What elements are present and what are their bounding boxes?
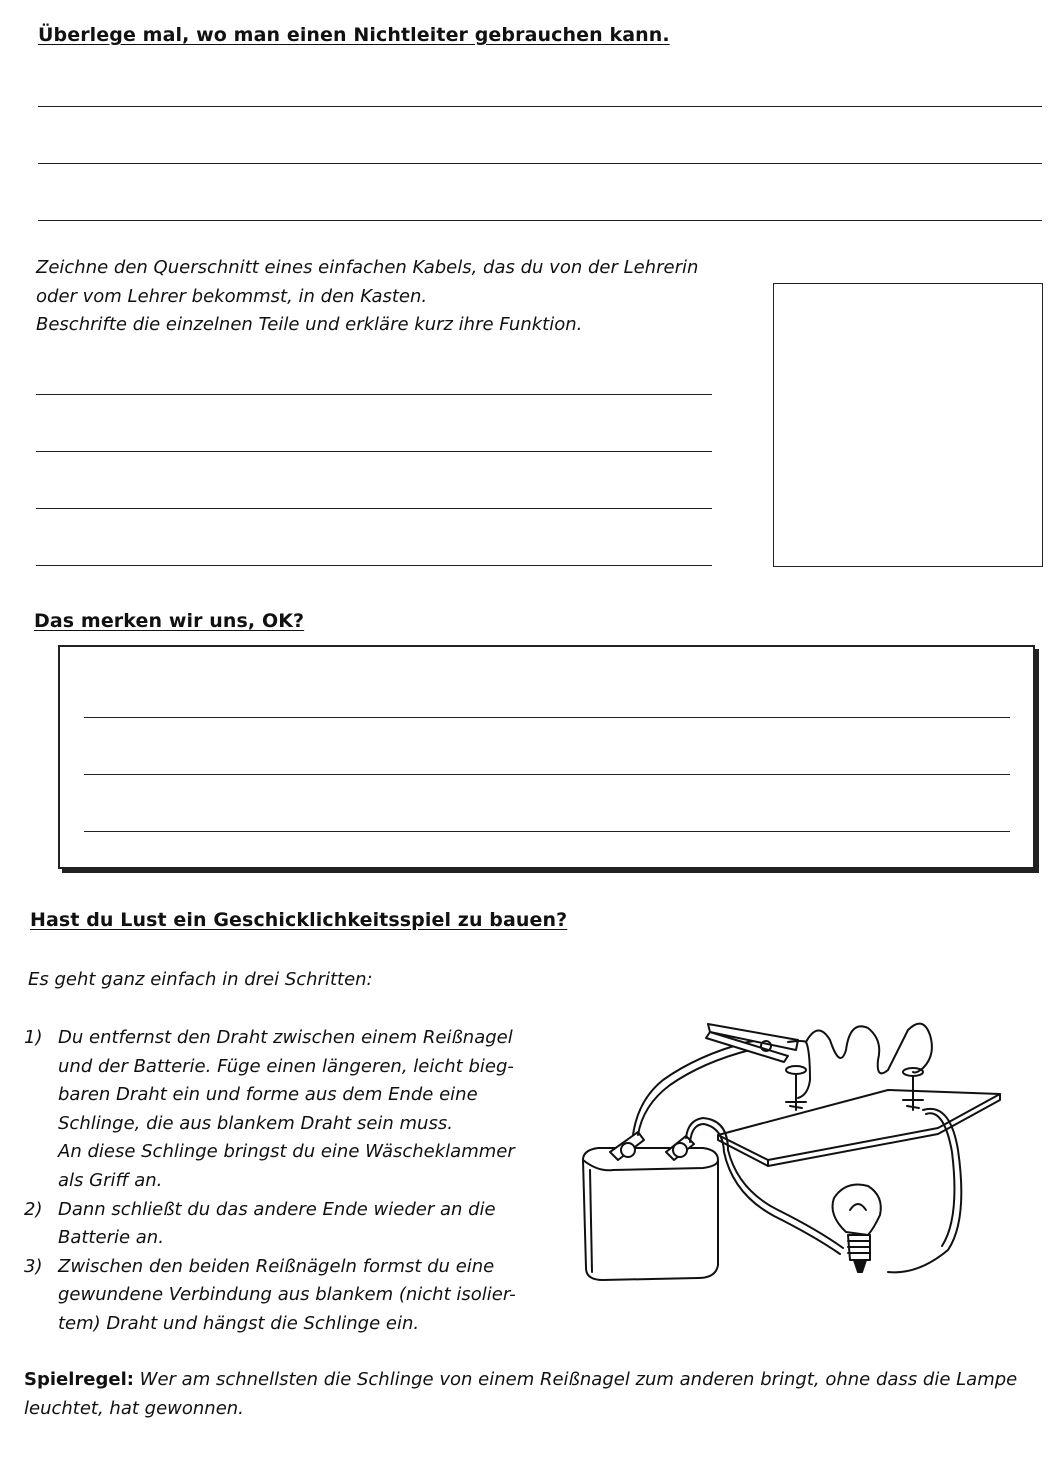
steps-list (24, 1024, 564, 1339)
step-item (24, 1253, 564, 1339)
step-line: gewundene Verbindung aus blankem (nicht isolier- (58, 1284, 516, 1306)
nichtleiter-heading: Überlege mal, wo man einen Nichtleiter gebrauchen kann. (38, 24, 670, 46)
answer-line[interactable] (36, 451, 712, 452)
spielregel-label: Spielregel: (24, 1369, 134, 1390)
kabel-instructions (36, 254, 698, 340)
step-line: als Griff an. (58, 1169, 163, 1191)
step-number: 3) (24, 1255, 43, 1277)
answer-line[interactable] (84, 831, 1010, 832)
answer-line[interactable] (38, 106, 1042, 107)
instruction-line: oder vom Lehrer bekommst, in den Kasten. (36, 285, 428, 307)
answer-line[interactable] (38, 163, 1042, 164)
clothespin-icon (706, 1024, 798, 1062)
merken-heading: Das merken wir uns, OK? (34, 610, 305, 632)
answer-line[interactable] (36, 565, 712, 566)
spielregel-text (24, 1365, 1024, 1423)
game-illustration (578, 1010, 1008, 1295)
step-line: tem) Draht und hängst die Schlinge ein. (58, 1312, 420, 1334)
step-number: 2) (24, 1198, 43, 1220)
answer-line[interactable] (36, 394, 712, 395)
instruction-line: Zeichne den Querschnitt eines einfachen Kabels, das du von der Lehrerin (36, 257, 699, 278)
instruction-line: Beschrifte die einzelnen Teile und erkläre kurz ihre Funktion. (36, 314, 583, 335)
merksatz-box (58, 645, 1035, 869)
answer-line[interactable] (38, 220, 1042, 221)
step-line: Du entfernst den Draht zwischen einem Reißnagel (58, 1027, 513, 1048)
intro-text: Es geht ganz einfach in drei Schritten: (28, 969, 373, 990)
step-line: Dann schließt du das andere Ende wieder an die (58, 1198, 496, 1220)
step-line: Schlinge, die aus blankem Draht sein muss. (58, 1112, 453, 1134)
lamp-icon (833, 1185, 881, 1273)
thumbtack-icon (786, 1066, 806, 1110)
answer-line[interactable] (36, 508, 712, 509)
step-item (24, 1196, 564, 1253)
step-number: 1) (24, 1027, 43, 1048)
wavy-wire-illustration (806, 1024, 932, 1074)
step-line: An diese Schlinge bringst du eine Wäscheklammer (58, 1141, 515, 1163)
spielregel-body: Wer am schnellsten die Schlinge von einem Reißnagel zum anderen bringt, ohne dass die Lampe leuchtet, hat gewonnen. (24, 1369, 1018, 1419)
step-item (24, 1024, 564, 1196)
answer-line[interactable] (84, 717, 1010, 718)
answer-line[interactable] (84, 774, 1010, 775)
battery-illustration (583, 1148, 718, 1280)
step-line: baren Draht ein und forme aus dem Ende eine (58, 1084, 478, 1106)
drawing-box[interactable] (773, 283, 1043, 567)
spiel-heading: Hast du Lust ein Geschicklichkeitsspiel zu bauen? (30, 909, 568, 931)
step-line: und der Batterie. Füge einen längeren, leicht bieg- (58, 1055, 514, 1077)
step-line: Batterie an. (58, 1227, 164, 1249)
step-line: Zwischen den beiden Reißnägeln formst du eine (58, 1255, 495, 1277)
